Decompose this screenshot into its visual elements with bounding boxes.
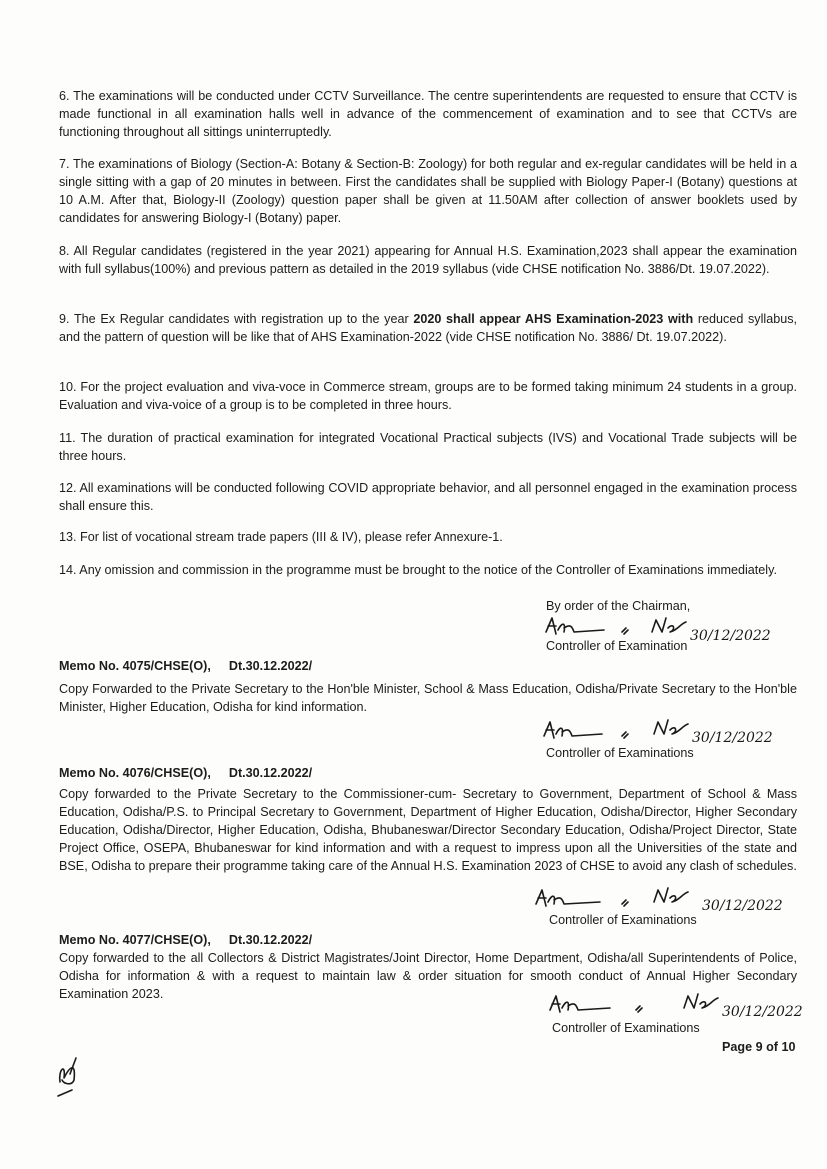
paragraph-8: 8. All Regular candidates (registered in the year 2021) appearing for Annual H.S. Examination,2023 shall appear the examination with full syllabus(100%) and previous pattern as detailed in the 2019 syllabus (vide CHSE notification No. 3886/Dt. 19.07.2022). <box>59 244 797 276</box>
initials-mark <box>52 1052 92 1102</box>
memo-3-header <box>59 931 312 949</box>
memo-3-date: Dt.30.12.2022/ <box>228 933 313 947</box>
paragraph-9-bold: 2020 shall appear AHS Examination-2023 with <box>413 312 694 326</box>
paragraph-9-post: reduced syllabus, and the pattern of question will be like that of AHS Examination-2022 (vide CHSE notification No. 3886/ Dt. 19.07.2022). <box>59 312 798 344</box>
paragraph-11: 11. The duration of practical examination for integrated Vocational Practical subjects (IVS) and Vocational Trade subjects will be three hours. <box>59 431 797 463</box>
paragraph-9-pre: 9. The Ex Regular candidates with registration up to the year <box>59 312 414 326</box>
memo-2-header <box>59 764 312 782</box>
memo-2-signatory: Controller of Examinations <box>549 913 697 927</box>
signature-date-4: 30/12/2022 <box>722 1004 803 1020</box>
memo-1-body: Copy Forwarded to the Private Secretary to the Hon'ble Minister, School & Mass Education, Odisha/Private Secretary to the Hon'ble Minister, Higher Education, Odisha for kind information. <box>59 682 797 714</box>
signature-date-1: 30/12/2022 <box>690 628 771 644</box>
memo-2-date: Dt.30.12.2022/ <box>228 766 313 780</box>
memo-2-number: Memo No. 4076/CHSE(O), <box>59 766 211 780</box>
paragraph-14: 14. Any omission and commission in the programme must be brought to the notice of the Controller of Examinations immediately. <box>59 563 777 577</box>
paragraph-7: 7. The examinations of Biology (Section-A: Botany & Section-B: Zoology) for both regular and ex-regular candidates will be held in a single sitting with a gap of 20 minutes in between. First the candidates shall be supplied with Biology Paper-I (Botany) questions at 10 A.M. After that, Biology-II (Zoology) question paper shall be given at 11.50AM after collection of answer booklets used by candidates for answering Biology-I (Botany) paper. <box>59 157 797 225</box>
memo-1-number: Memo No. 4075/CHSE(O), <box>59 659 211 673</box>
memo-2-body: Copy forwarded to the Private Secretary to the Commissioner-cum- Secretary to Government, Department of School & Mass Education, Odisha/P.S. to Principal Secretary to Government, Department of Higher Education, Odisha/Director, Higher Secondary Education, Odisha/Director, Higher Education, Odisha, Bhubaneswar/Director Secondary Education, Odisha/Project Director, State Project Office, OSEPA, Bhubaneswar for kind information and with a request to impress upon all the Universities of the state and BSE, Odisha to prepare their programme taking care of the Annual H.S. Examination 2023 of CHSE to avoid any clash of schedules. <box>59 787 797 873</box>
signature-date-2: 30/12/2022 <box>692 730 773 746</box>
paragraph-10: 10. For the project evaluation and viva-voce in Commerce stream, groups are to be formed taking minimum 24 students in a group. Evaluation and viva-voice of a group is to be completed in three hours. <box>59 380 797 412</box>
by-order-line: By order of the Chairman, <box>546 599 691 613</box>
paragraph-13: 13. For list of vocational stream trade papers (III & IV), please refer Annexure-1. <box>59 530 503 544</box>
memo-1-header <box>59 657 312 675</box>
signature-date-3: 30/12/2022 <box>702 898 783 914</box>
paragraph-9 <box>59 310 797 346</box>
signature-4 <box>544 986 814 1022</box>
paragraph-12: 12. All examinations will be conducted following COVID appropriate behavior, and all personnel engaged in the examination process shall ensure this. <box>59 481 797 513</box>
memo-1-date: Dt.30.12.2022/ <box>228 659 313 673</box>
order-signatory: Controller of Examination <box>546 639 688 653</box>
memo-3-signatory: Controller of Examinations <box>552 1021 700 1035</box>
page-number: Page 9 of 10 <box>722 1040 796 1054</box>
memo-3-body: Copy forwarded to the all Collectors & District Magistrates/Joint Director, Home Department, Odisha/all Superintendents of Police, Odisha for information & with a request to maintain law & order situation for smooth conduct of Annual Higher Secondary Examination 2023. <box>59 951 797 1001</box>
memo-3-number: Memo No. 4077/CHSE(O), <box>59 933 211 947</box>
paragraph-6: 6. The examinations will be conducted under CCTV Surveillance. The centre superintendents are requested to ensure that CCTV is made functional in all examination halls well in advance of the commencement of examination and to see that CCTVs are functioning throughout all sittings uninterruptedly. <box>59 89 797 139</box>
memo-1-signatory: Controller of Examinations <box>546 746 694 760</box>
signature-2 <box>538 712 788 748</box>
